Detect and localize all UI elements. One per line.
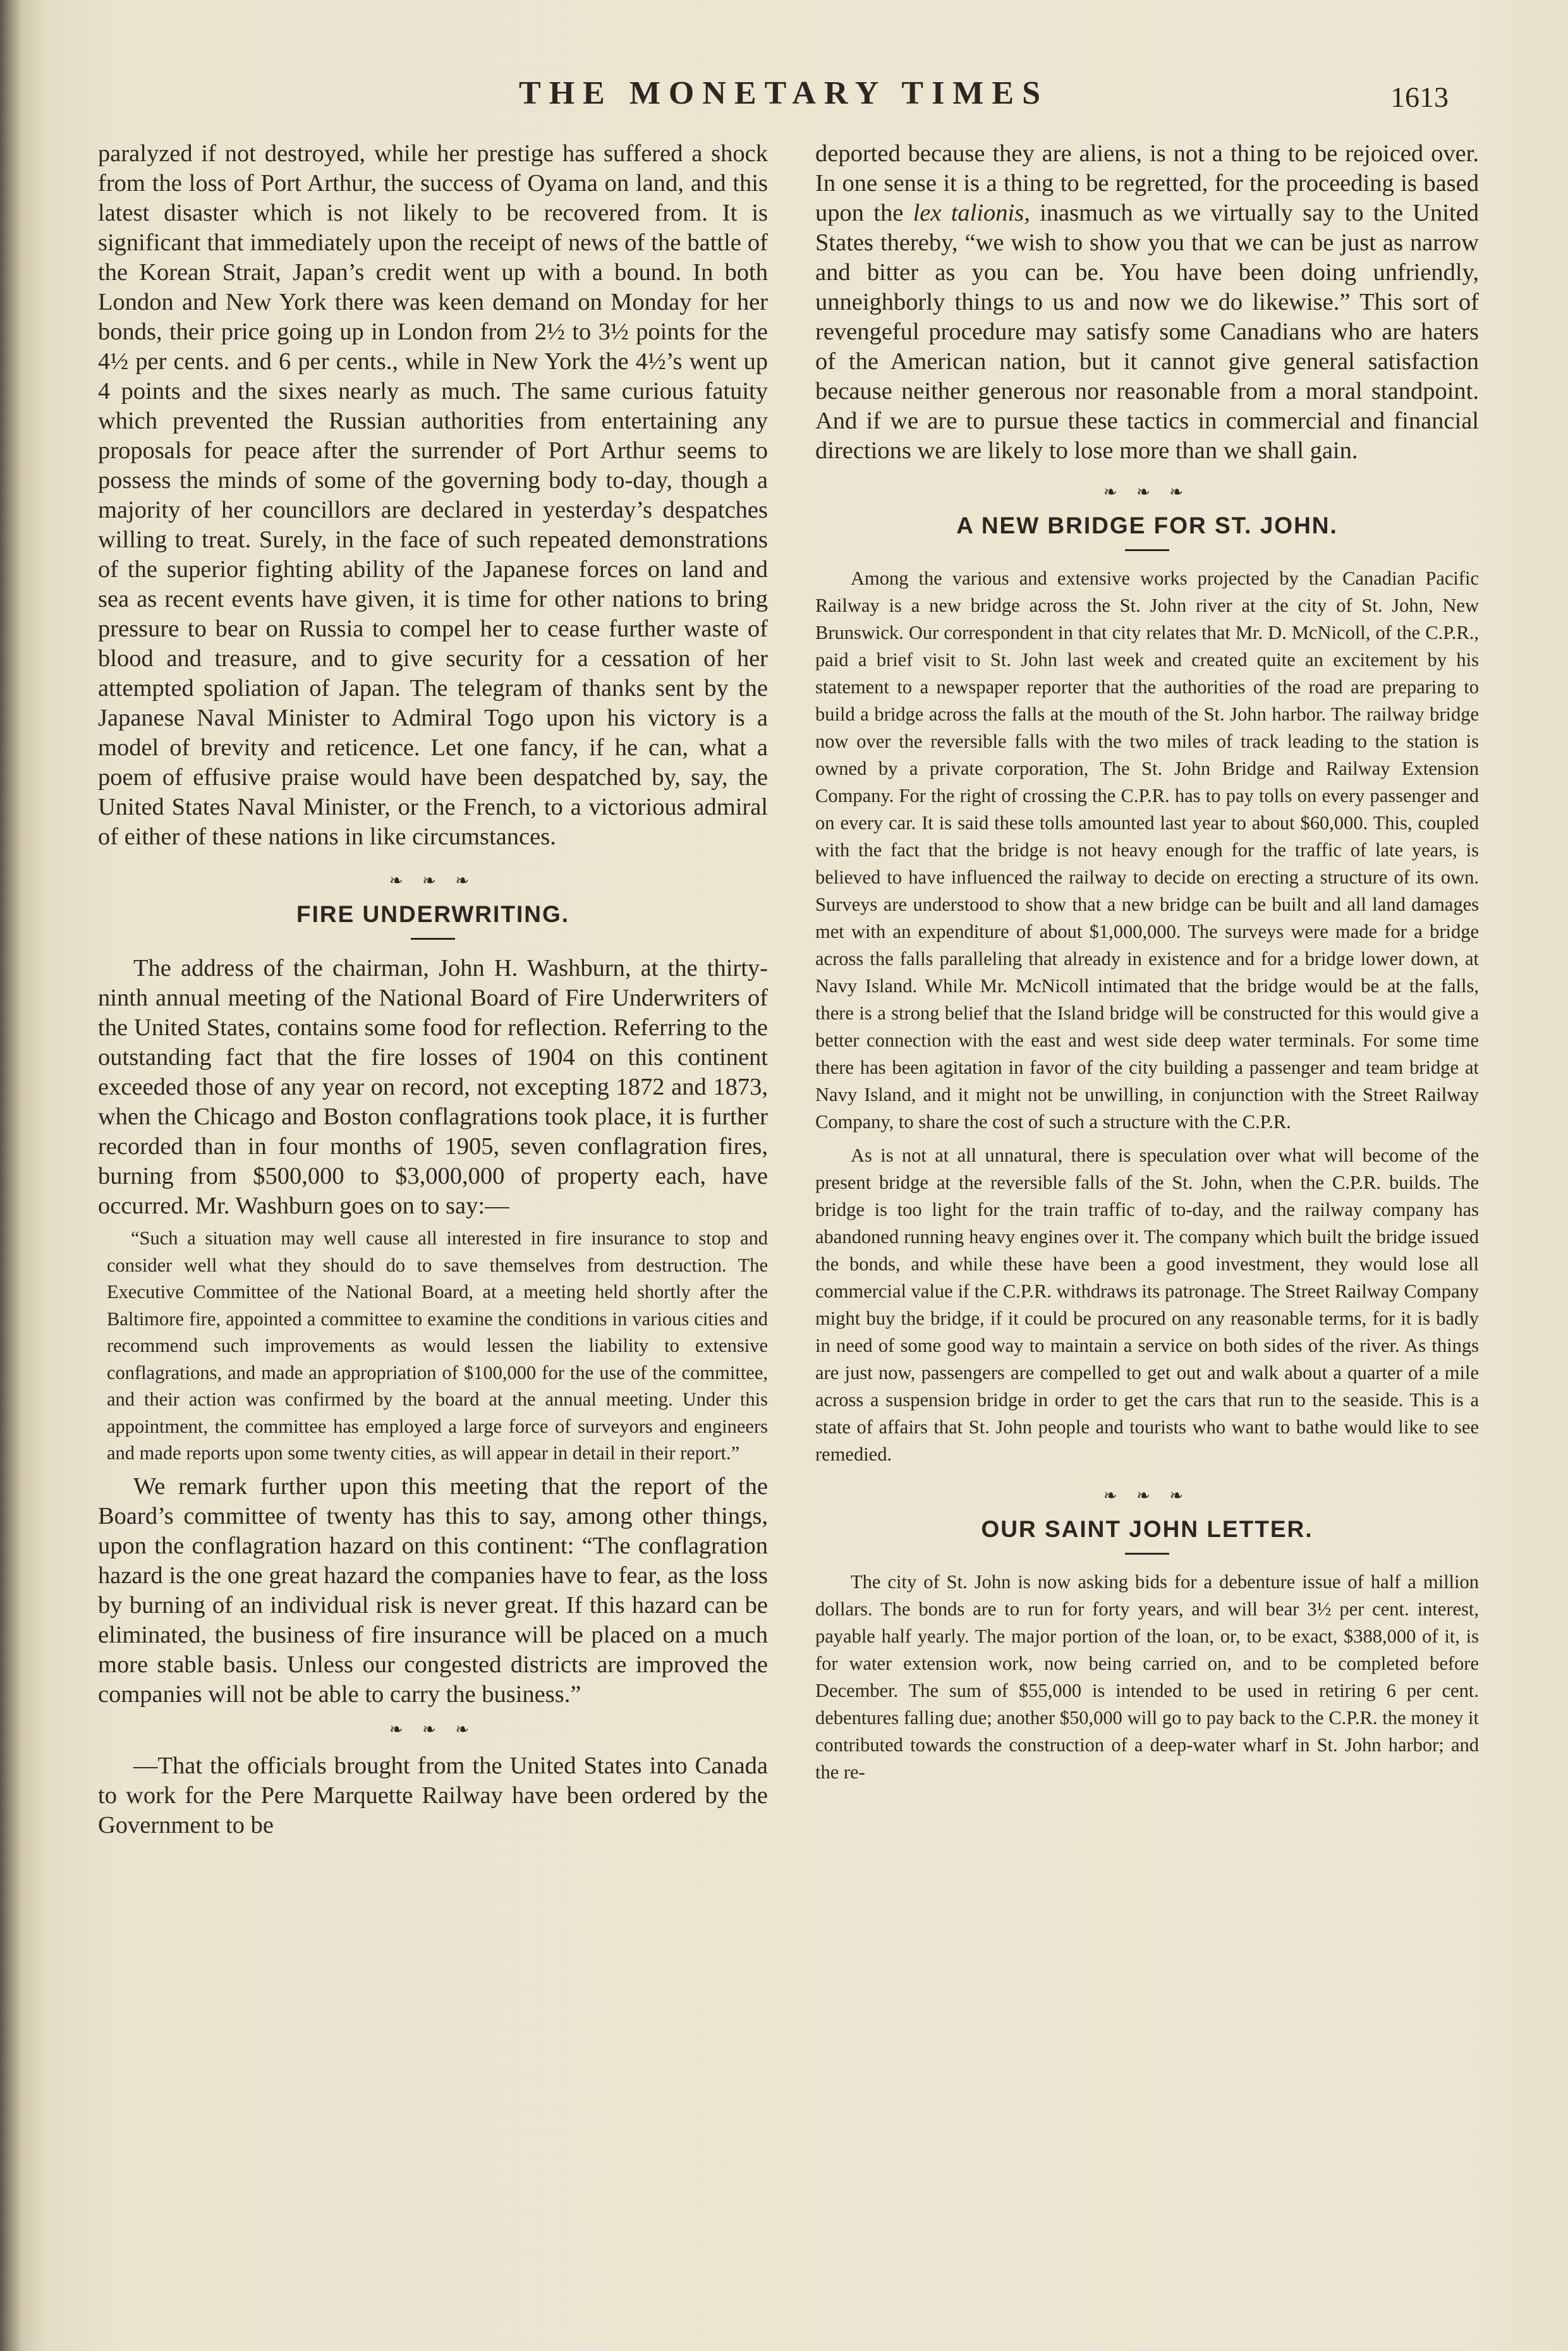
- aliens-paragraph: [815, 139, 1479, 466]
- saint-john-letter-paragraph: The city of St. John is now asking bids for a debenture issue of half a million dollars. The bonds are to run for forty years, and will bear 3½ per cent. interest, payable half yearly. The major portion of the loan, or, to be exact, $388,000 of it, is for water extension work, now being carried on, and to be completed before December. The sum of $55,000 is intended to be used in retiring 6 per cent. debentures falling due; another $50,000 will go to pay back to the C.P.R. the money it contributed towards the construction of a deep-water wharf in St. John harbor; and the re-: [815, 1571, 1479, 1783]
- heading-rule: [1125, 1553, 1169, 1555]
- lex-talionis-italic: lex talionis,: [913, 200, 1030, 226]
- right-column: [815, 139, 1479, 1786]
- section-separator: ❧ ❧ ❧: [1103, 483, 1191, 501]
- fire-underwriting-paragraph: The address of the chairman, John H. Washburn, at the thirty-ninth annual meeting of the National Board of Fire Underwriters of the United States, contains some food for reflection. Referring to the outstanding fact that the fire losses of 1904 on this continent exceeded those of any year on record, not excepting 1872 and 1873, when the Chicago and Boston conflagrations took place, it is further recorded than in four months of 1905, seven conflagration fires, burning from $500,000 to $3,000,000 of property each, have occurred. Mr. Washburn goes on to say:—: [98, 955, 768, 1219]
- article-continuation-paragraph: paralyzed if not destroyed, while her prestige has suffered a shock from the loss of Port Arthur, the success of Oyama on land, and this latest disaster which is not likely to be recovered from. It is significant that immediately upon the receipt of news of the battle of the Korean Strait, Japan’s credit went up with a bound. In both London and New York there was keen demand on Monday for her bonds, their price going up in London from 2½ to 3½ points for the 4½ per cents. and 6 per cents., while in New York the 4½’s went up 4 points and the sixes nearly as much. The same curious fatuity which prevented the Russian authorities from entertaining any proposals for peace after the surrender of Port Arthur seems to possess the minds of some of the governing body to-day, though a majority of her councillors are declared in yesterday’s despatches willing to treat. Surely, in the face of such repeated demonstrations of the superior fighting ability of the Japanese forces on land and sea as recent events have given, it is time for other nations to bring pressure to bear on Russia to compel her to cease further waste of blood and treasure, and to give security for a cessation of her attempted spoliation of Japan. The telegram of thanks sent by the Japanese Naval Minister to Admiral Togo upon his victory is a model of brevity and reticence. Let one fancy, if he can, what a poem of effusive praise would have been despatched by, say, the United States Naval Minister, or the French, to a victorious admiral of either of these nations in like circumstances.: [98, 140, 768, 850]
- heading-saint-john-letter: OUR SAINT JOHN LETTER.: [981, 1516, 1313, 1542]
- left-column: [98, 139, 768, 1840]
- aliens-text-b: inasmuch as we virtually say to the United States thereby, “we wish to show you that we can be just as narrow and bitter as you can be. You have been doing unfriendly, unneighborly things to us and now we do likewise.” This sort of revengeful procedure may satisfy some Canadians who are haters of the American nation, but it cannot give general satisfaction because neither generous nor reasonable from a moral standpoint. And if we are to pursue these tactics in commercial and financial directions we are likely to lose more than we shall gain.: [815, 200, 1479, 464]
- bridge-paragraph: Among the various and extensive works projected by the Canadian Pacific Railway is a new bridge across the St. John river at the city of St. John, New Brunswick. Our correspondent in that city relates that Mr. D. McNicoll, of the C.P.R., paid a brief visit to St. John last week and created quite an excitement by his statement to a newspaper reporter that the authorities of the road are preparing to build a bridge across the falls at the mouth of the St. John harbor. The railway bridge now over the reversible falls with the two miles of track leading to the station is owned by a private corporation, The St. John Bridge and Railway Extension Company. For the right of crossing the C.P.R. has to pay tolls on every passenger and on every car. It is said these tolls amounted last year to about $60,000. This, coupled with the fact that the bridge is not heavy enough for the traffic of late years, is believed to have influenced the railway to decide on erecting a structure of its own. Surveys are understood to show that a new bridge can be built and all land damages met with an expenditure of about $1,000,000. The surveys were made for a bridge across the falls paralleling that already in existence and for a bridge lower down, at Navy Island. While Mr. McNicoll intimated that the bridge would be at the falls, there is a strong belief that the Island bridge will be constructed for this would give a better connection with the east and west side deep water terminals. For some time there has been agitation in favor of the city building a passenger and team bridge at Navy Island, and it might not be unwilling, in conjunction with the Street Railway Company, to share the cost of such a structure with the C.P.R.: [815, 568, 1479, 1133]
- page-header: [0, 75, 1568, 119]
- pere-marquette-paragraph: —That the officials brought from the United States into Canada to work for the Pere Marquette Railway have been ordered by the Government to be: [98, 1752, 768, 1838]
- heading-rule: [411, 938, 455, 940]
- section-separator: ❧ ❧ ❧: [1103, 1486, 1191, 1505]
- washburn-quote: “Such a situation may well cause all interested in fire insurance to stop and consider well what they should do to save themselves from destruction. The Executive Committee of the National Board, at a meeting held shortly after the Baltimore fire, appointed a committee to examine the conditions in various cities and recommend such improvements as would lessen the liability to extensive conflagrations, and made an appropriation of $100,000 for the use of the committee, and their action was confirmed by the board at the annual meeting. Under this appointment, the committee has employed a large force of surveyors and engineers and made reports upon some twenty cities, as will appear in detail in their report.”: [107, 1227, 768, 1464]
- section-separator: ❧ ❧ ❧: [389, 1720, 477, 1739]
- bridge-speculation-paragraph: As is not at all unnatural, there is speculation over what will become of the present bridge at the reversible falls of the St. John, when the C.P.R. builds. The bridge is too light for the train traffic of to-day, and the railway company has abandoned running heavy engines over it. The company which built the bridge issued the bonds, and while these have been a good investment, they would lose all commercial value if the C.P.R. withdraws its patronage. The Street Railway Company might buy the bridge, if it could be procured on any reasonable terms, for it is badly in need of some good way to maintain a service on both sides of the river. As things are just now, passengers are compelled to get out and walk about a quarter of a mile across a suspension bridge in order to get the cars that run to the seaside. This is a state of affairs that St. John people and tourists who want to bathe would like to see remedied.: [815, 1145, 1479, 1465]
- heading-rule: [1125, 549, 1169, 551]
- heading-new-bridge: A NEW BRIDGE FOR ST. JOHN.: [956, 513, 1338, 538]
- page-number: 1613: [1390, 81, 1449, 113]
- heading-fire-underwriting: FIRE UNDERWRITING.: [296, 901, 570, 927]
- committee-paragraph: We remark further upon this meeting that the report of the Board’s committee of twenty has this to say, among other things, upon the conflagration hazard on this continent: “The conflagration hazard is the one great hazard the companies have to fear, as the loss by burning of an individual risk is never great. If this hazard can be eliminated, the business of fire insurance will be placed on a much more stable basis. Unless our congested districts are improved the companies will not be able to carry the business.”: [98, 1473, 768, 1708]
- section-separator: ❧ ❧ ❧: [389, 872, 477, 890]
- aliens-text-a: deported because they are aliens, is not a thing to be rejoiced over. In one sense it is a thing to be regretted, for the proceeding is based upon the: [815, 140, 1479, 226]
- masthead-title: THE MONETARY TIMES: [519, 75, 1048, 111]
